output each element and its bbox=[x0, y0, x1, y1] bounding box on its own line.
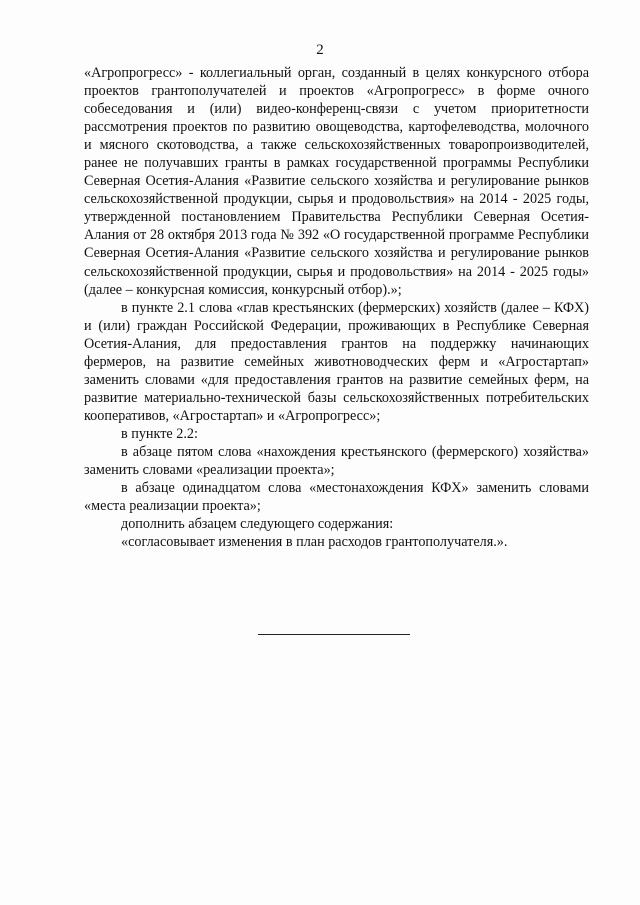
end-divider bbox=[258, 634, 410, 635]
paragraph-definition: «Агропрогресс» - коллегиальный орган, созданный в целях конкурсного отбора проектов грантополучателей и проектов «Агропрогресс» в форме очного собеседования и (или) видео-конференц-связи с учетом приоритетности рассмотрения проектов по развитию овощеводства, картофелеводства, молочного и мясного скотоводства, а также сельскохозяйственных товаропроизводителей, ранее не получавших гранты в рамках государственной программы Республики Северная Осетия-Алания «Развитие сельского хозяйства и регулирование рынков сельскохозяйственной продукции, сырья и продовольствия» на 2014 - 2025 годы, утвержденной постановлением Правительства Республики Северная Осетия-Алания от 28 октября 2013 года № 392 «О государственной программе Республики Северная Осетия-Алания «Развитие сельского хозяйства и регулирование рынков сельскохозяйственной продукции, сырья и продовольствия» на 2014 - 2025 годы» (далее – конкурсная комиссия, конкурсный отбор).»; bbox=[84, 65, 589, 298]
paragraph-new-text: «согласовывает изменения в план расходов грантополучателя.». bbox=[121, 534, 508, 551]
page-number: 2 bbox=[316, 42, 324, 58]
document-body bbox=[84, 64, 589, 551]
paragraph-subclause-11: в абзаце одинадцатом слова «местонахождения КФХ» заменить словами «места реализации проекта»; bbox=[84, 480, 589, 515]
paragraph-subclause-5: в абзаце пятом слова «нахождения крестьянского (фермерского) хозяйства» заменить словами «реализации проекта»; bbox=[84, 443, 589, 479]
paragraph-add-clause: дополнить абзацем следующего содержания: bbox=[121, 516, 394, 533]
paragraph-clause-2-2: в пункте 2.2: bbox=[121, 425, 198, 442]
paragraph-clause-2-1: в пункте 2.1 слова «глав крестьянских (фермерских) хозяйств (далее – КФХ) и (или) граждан Российской Федерации, проживающих в Республике Северная Осетия-Алания, для предоставления грантов на поддержку начинающих фермеров, на развитие семейных животноводческих ферм и «Агростартап» заменить словами «для предоставления грантов на развитие семейных ферм, на развитие материально-технической базы сельскохозяйственных потребительских кооперативов, «Агростартап» и «Агропрогресс»; bbox=[84, 299, 589, 424]
